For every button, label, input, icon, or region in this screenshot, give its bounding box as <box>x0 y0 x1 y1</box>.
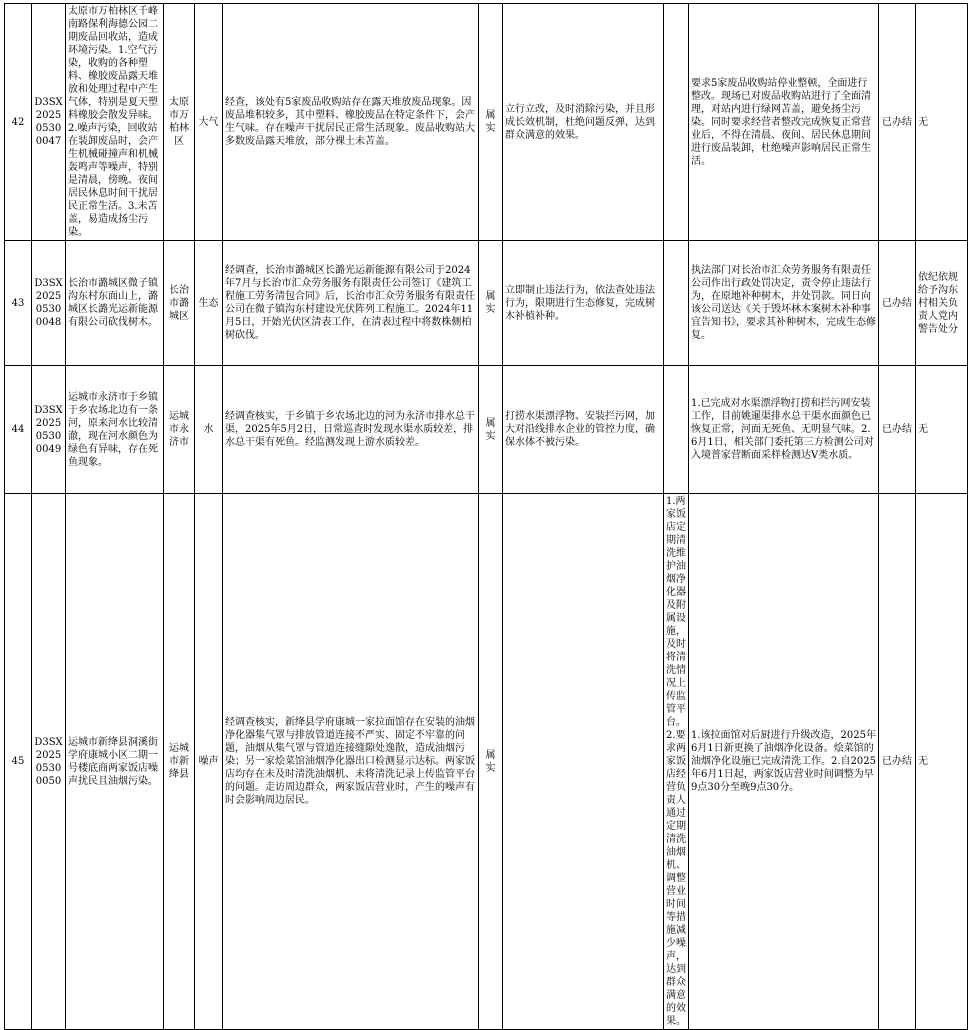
table-row <box>5 241 968 366</box>
rectification-progress: 执法部门对长治市汇众劳务服务有限责任公司作出行政处罚决定，责令停止违法行为，在原地补种树木，并处罚款。同日向该公司送达《关于毁坏林木案树木补种事宜告知书》，要求其补种树木，完成生态修复。 <box>689 241 879 366</box>
pollution-type: 噪声 <box>195 494 223 1030</box>
row-number: 42 <box>5 4 32 241</box>
investigation-result: 经调查核实，于乡镇于乡农场北边的河为永济市排水总干渠，2025年5月2日，日常巡查时发现水渠水质较差，排水总干渠有死鱼。经监测发现上游水质较差。 <box>223 366 479 494</box>
case-code: D3SX202505300049 <box>32 366 66 494</box>
rectification-measures <box>664 4 689 241</box>
rectification-goal: 立行立改，及时消除污染，并且形成长效机制，杜绝问题反弹，达到群众满意的效果。 <box>503 4 664 241</box>
row-number: 44 <box>5 366 32 494</box>
case-code: D3SX202505300047 <box>32 4 66 241</box>
district: 运城市永济市 <box>164 366 195 494</box>
issues-table <box>4 3 968 1030</box>
verdict: 属实 <box>479 494 503 1030</box>
verdict: 属实 <box>479 4 503 241</box>
case-code: D3SX202505300050 <box>32 494 66 1030</box>
accountability: 无 <box>916 4 968 241</box>
case-status: 已办结 <box>879 241 916 366</box>
complaint-content: 太原市万柏林区千峰南路保利海德公园二期废品回收站，造成环境污染。1.空气污染，收购的各种塑料、橡胶废品露天堆放和处理过程中产生气体，特别是夏天塑料橡胶会散发异味。2.噪声污染，回收站在装卸废品时，会产生机械碰撞声和机械轰鸣声等噪声，特别是清晨，傍晚、夜间居民休息时间干扰居民正常生活。3.未苫盖，易造成扬尘污染。 <box>66 4 164 241</box>
district: 太原市万柏林区 <box>164 4 195 241</box>
investigation-result: 经调查核实，新绛县学府康城一家拉面馆存在安装的油烟净化器集气罩与排放管道连接不严实、固定不牢靠的问题，油烟从集气罩与管道连接缝隙处逸散，造成油烟污染；另一家烩菜馆油烟净化器出口检测显示达标。两家饭店均存在未及时清洗油烟机、未将清洗记录上传监管平台的问题。走访周边群众，两家饭店营业时，产生的噪声有时会影响周边居民。 <box>223 494 479 1030</box>
rectification-measures: 1.两家饭店定期清洗维护油烟净化器及附属设施，及时将清洗情况上传监管平台。2.要求两家饭店经营负责人通过定期清洗油烟机、调整营业时间等措施减少噪声，达到群众满意的效果。 <box>664 494 689 1030</box>
rectification-progress: 要求5家废品收购站停业整顿，全面进行整改。现场已对废品收购站进行了全面清理，对站内进行绿网苫盖，避免扬尘污染。同时要求经营者整改完成恢复正常营业后，不得在清晨、夜间、居民休息期间进行废品装卸，杜绝噪声影响居民正常生活。 <box>689 4 879 241</box>
case-status: 已办结 <box>879 4 916 241</box>
row-number: 43 <box>5 241 32 366</box>
case-code: D3SX202505300048 <box>32 241 66 366</box>
pollution-type: 水 <box>195 366 223 494</box>
accountability: 无 <box>916 494 968 1030</box>
complaint-content: 运城市永济市于乡镇于乡农场北边有一条河，原来河水比较清澈，现在河水颜色为绿色有异味，存在死鱼现象。 <box>66 366 164 494</box>
table-row <box>5 366 968 494</box>
case-status: 已办结 <box>879 366 916 494</box>
case-status: 已办结 <box>879 494 916 1030</box>
accountability: 无 <box>916 366 968 494</box>
investigation-result: 经查，该处有5家废品收购站存在露天堆放废品现象。因废品堆积较多，其中塑料、橡胶废品在特定条件下，会产生气味。存在噪声干扰居民正常生活现象。废品收购站大多数废品露天堆放，部分裸土未苫盖。 <box>223 4 479 241</box>
district: 运城市新绛县 <box>164 494 195 1030</box>
rectification-goal: 打捞水渠漂浮物、安装拦污网，加大对沿线排水企业的管控力度，确保水体不被污染。 <box>503 366 664 494</box>
investigation-result: 经调查，长治市潞城区长潞光运新能源有限公司于2024年7月与长治市汇众劳务服务有限责任公司签订《建筑工程施工劳务清包合同》后，长治市汇众劳务服务有限责任公司在微子镇沟东村建设光伏阵列工程施工。2024年11月5日，开始光伏区清表工作，在清表过程中将数株侧柏树砍伐。 <box>223 241 479 366</box>
row-number: 45 <box>5 494 32 1030</box>
pollution-type: 大气 <box>195 4 223 241</box>
pollution-type: 生态 <box>195 241 223 366</box>
table-row <box>5 4 968 241</box>
complaint-content: 长治市潞城区微子镇沟东村东面山上，潞城区长潞光运新能源有限公司砍伐树木。 <box>66 241 164 366</box>
rectification-measures <box>664 366 689 494</box>
verdict: 属实 <box>479 241 503 366</box>
rectification-progress: 1.已完成对水渠漂浮物打捞和拦污网安装工作，目前姚暹渠排水总干渠水面颜色已恢复正常，河面无死鱼、无明显气味。2.6月1日，相关部门委托第三方检测公司对入境普家营断面采样检测达V类水质。 <box>689 366 879 494</box>
rectification-progress: 1.该拉面馆对后厨进行升级改造，2025年6月1日新更换了油烟净化设备。烩菜馆的油烟净化设施已完成清洗工作。2.自2025年6月1日起，两家饭店营业时间调整为早9点30分至晚9点30分。 <box>689 494 879 1030</box>
table-row <box>5 494 968 1030</box>
rectification-goal <box>503 494 664 1030</box>
verdict: 属实 <box>479 366 503 494</box>
rectification-measures <box>664 241 689 366</box>
district: 长治市潞城区 <box>164 241 195 366</box>
rectification-goal: 立即制止违法行为，依法查处违法行为，限期进行生态修复，完成树木补植补种。 <box>503 241 664 366</box>
accountability: 依纪依规给予沟东村相关负责人党内警告处分 <box>916 241 968 366</box>
complaint-content: 运城市新绛县洞溪街学府康城小区二期一号楼底商两家饭店噪声扰民且油烟污染。 <box>66 494 164 1030</box>
